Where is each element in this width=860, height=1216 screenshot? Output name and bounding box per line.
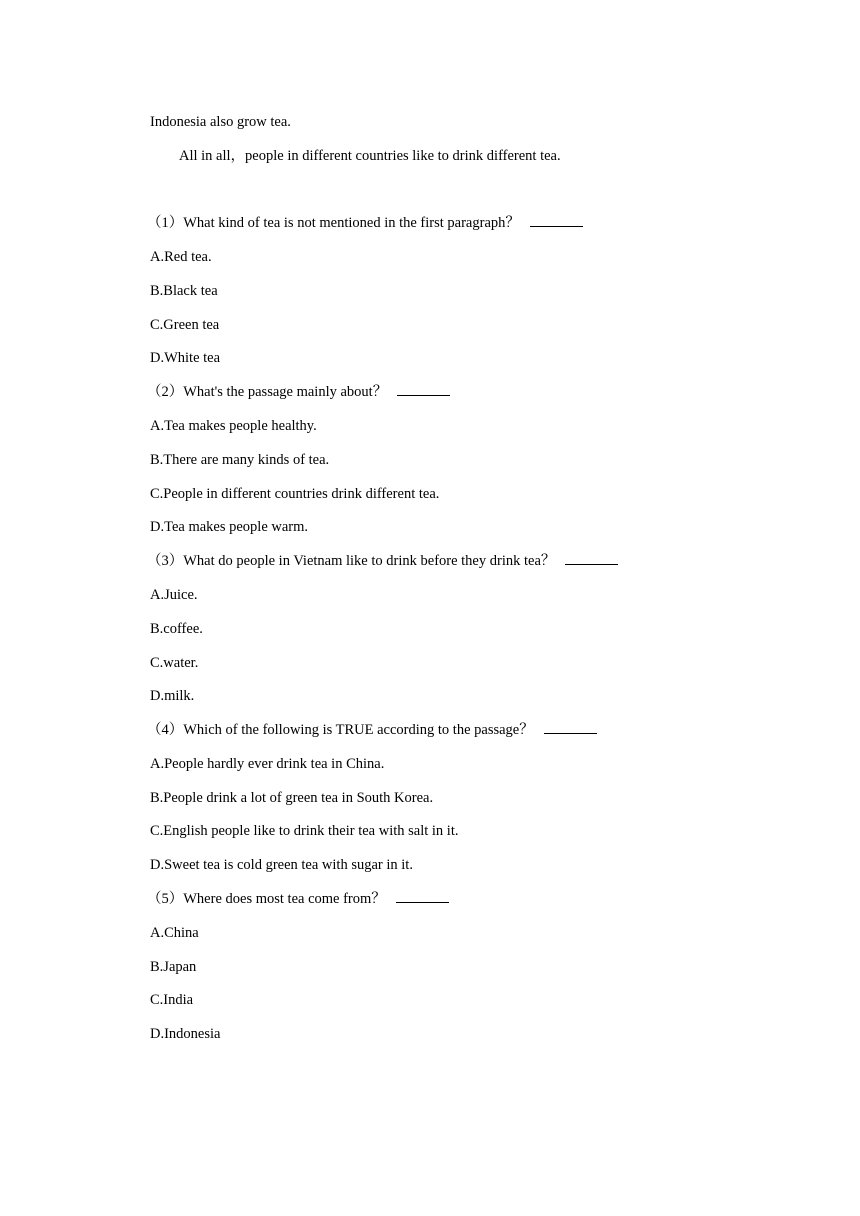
option-5d: D.Indonesia	[150, 1026, 221, 1042]
question-3	[147, 552, 618, 570]
option-4d: D.Sweet tea is cold green tea with sugar in it.	[150, 857, 413, 873]
answer-blank[interactable]	[396, 890, 449, 903]
option-1d: D.White tea	[150, 350, 221, 366]
option-5c: C.India	[150, 992, 194, 1008]
question-text: Which of the following is TRUE according to the passage？	[183, 722, 534, 738]
option-4c: C.English people like to drink their tea with salt in it.	[150, 823, 459, 839]
question-text: What's the passage mainly about？	[183, 384, 388, 400]
question-number: （3）	[147, 553, 184, 569]
question-text: What do people in Vietnam like to drink before they drink tea？	[183, 553, 556, 569]
answer-blank[interactable]	[530, 214, 583, 227]
option-2a: A.Tea makes people healthy.	[150, 418, 317, 434]
question-4	[147, 721, 597, 739]
option-3b: B.coffee.	[150, 621, 203, 637]
question-2	[147, 383, 450, 401]
question-1	[147, 214, 583, 232]
option-3d: D.milk.	[150, 688, 195, 704]
question-number: （5）	[147, 891, 184, 907]
option-2c: C.People in different countries drink different tea.	[150, 486, 440, 502]
answer-blank[interactable]	[544, 721, 597, 734]
option-5a: A.China	[150, 925, 199, 941]
option-1c: C.Green tea	[150, 317, 220, 333]
option-5b: B.Japan	[150, 959, 197, 975]
question-number: （4）	[147, 722, 184, 738]
question-5	[147, 890, 449, 908]
question-text: Where does most tea come from？	[183, 891, 386, 907]
answer-blank[interactable]	[565, 552, 618, 565]
option-1a: A.Red tea.	[150, 249, 212, 265]
option-4a: A.People hardly ever drink tea in China.	[150, 756, 385, 772]
passage-conclusion: All in all，people in different countries like to drink different tea.	[179, 148, 561, 164]
option-2b: B.There are many kinds of tea.	[150, 452, 330, 468]
option-4b: B.People drink a lot of green tea in South Korea.	[150, 790, 434, 806]
option-3a: A.Juice.	[150, 587, 198, 603]
question-number: （1）	[147, 215, 184, 231]
question-number: （2）	[147, 384, 184, 400]
option-2d: D.Tea makes people warm.	[150, 519, 309, 535]
question-text: What kind of tea is not mentioned in the first paragraph？	[183, 215, 520, 231]
option-3c: C.water.	[150, 655, 199, 671]
option-1b: B.Black tea	[150, 283, 218, 299]
answer-blank[interactable]	[397, 383, 450, 396]
passage-line-1: Indonesia also grow tea.	[150, 114, 291, 130]
